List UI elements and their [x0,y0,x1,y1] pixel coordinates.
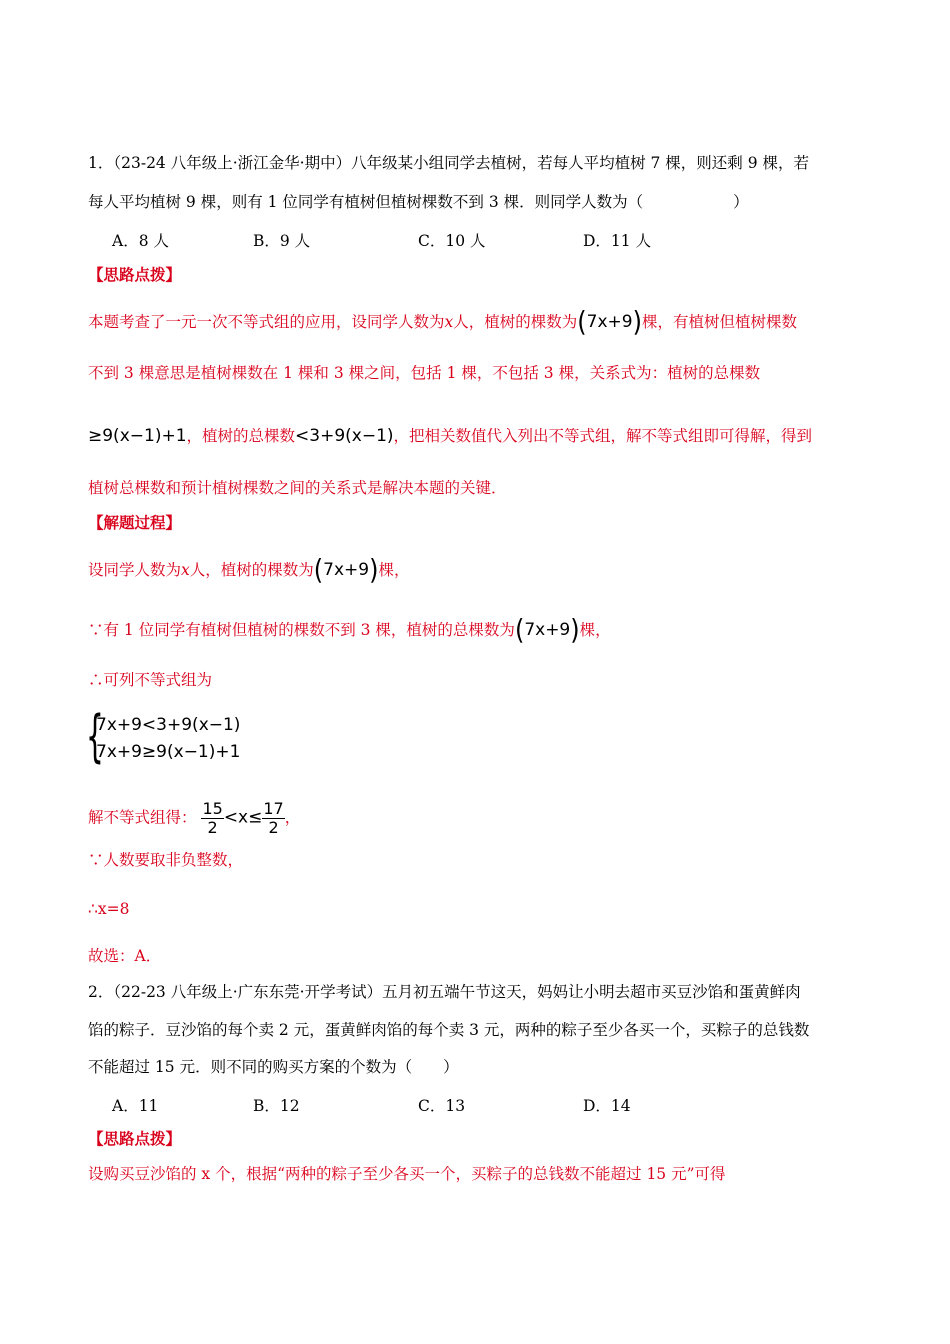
q1-hint-line2: 不到 3 棵意思是植树棵数在 1 棵和 3 棵之间，包括 1 棵，不包括 3 棵，关系式为：植树的总棵数 [88,364,761,382]
q2-stem-line2: 馅的粽子．豆沙馅的每个卖 2 元，蛋黄鲜肉馅的每个卖 3 元，两种的粽子至少各买一个，买粽子的总钱数 [88,1021,810,1039]
q2-stem-line3: 不能超过 15 元．则不同的购买方案的个数为（ ） [88,1058,459,1076]
q1-hint-l1-expr: 7x+9 [586,312,633,332]
q1-hint-l3-text-a: ，植树的总棵数 [186,427,296,445]
q1-sol-line5: ∵人数要取非负整数， [88,851,244,869]
q1-option-a: A．8 人 [112,232,169,250]
q1-stem-text: 每人平均植树 9 棵，则有 1 位同学有植树但植树棵数不到 3 棵．则同学人数为（ [88,193,644,211]
q1-hint-line3 [88,426,812,446]
q1-sol-line4 [88,800,300,837]
q1-hint-title: 【思路点拨】 [88,265,182,284]
q1-sol-l1-text-a: 设同学人数为 [88,561,182,579]
q2-hint-line1: 设购买豆沙馅的 x 个，根据“两种的粽子至少各买一个，买粽子的总钱数不能超过 15 元”可得 [88,1165,726,1183]
frac1-denominator: 2 [207,818,218,837]
q1-sol-l4-end: ， [284,808,301,827]
q1-hint-l1-text-a: 本题考查了一元一次不等式组的应用，设同学人数为 [88,313,445,331]
q1-sol-line1: 设同学人数为x人，植树的棵数为(7x+9)棵， [88,553,410,587]
q2-option-d: D．14 [583,1097,631,1115]
q1-sol-l1-var: x [181,561,190,579]
q1-hint-l1-var: x [444,313,454,331]
q2-option-a: A．11 [112,1097,159,1115]
q2-stem-line1: 2．（22-23 八年级上·广东东莞·开学考试）五月初五端午节这天，妈妈让小明去超市买豆沙馅和蛋黄鲜肉 [88,983,801,1001]
system-left-brace: { [86,704,104,769]
q1-stem-line2 [88,192,749,212]
q1-sol-l1-text-c: 棵， [378,561,410,579]
system-row-2: 7x+9≥9(x−1)+1 [96,742,241,762]
q2-hint-title: 【思路点拨】 [88,1129,182,1148]
q1-hint-l1-text-b: 人，植树的棵数为 [453,313,578,331]
q1-hint-line4: 植树总棵数和预计植树棵数之间的关系式是解决本题的关键． [88,479,507,497]
frac1-numerator: 15 [202,799,223,818]
q1-sol-line7: 故选：A． [88,947,162,965]
q1-stem-line1: 1．（23-24 八年级上·浙江金华·期中）八年级某小组同学去植树，若每人平均植树 7 棵，则还剩 9 棵，若 [88,154,810,172]
q1-hint-l3-expr1: ≥9(x−1)+1 [88,426,187,446]
frac2-denominator: 2 [268,818,279,837]
q1-sol-line3: ∴可列不等式组为 [88,671,213,689]
system-row-1: 7x+9<3+9(x−1) [96,715,241,735]
q1-option-b: B．9 人 [253,232,311,250]
q1-sol-line2: ∵有 1 位同学有植树但植树的棵数不到 3 棵，植树的总棵数为(7x+9)棵， [88,613,611,647]
q1-sol-l2-text-a: ∵有 1 位同学有植树但植树的棵数不到 3 棵，植树的总棵数为 [88,621,515,639]
q1-sol-l2-expr: 7x+9 [524,620,571,640]
q1-hint-l3-text-b: ，把相关数值代入列出不等式组，解不等式组即可得解，得到 [393,427,813,445]
q2-option-b: B．12 [253,1097,300,1115]
q1-hint-l3-expr2: <3+9(x−1) [295,426,394,446]
q1-sol-l4-text: 解不等式组得： [88,808,197,827]
q1-sol-l2-text-b: 棵， [579,621,611,639]
q1-sol-line6: ∴x=8 [88,900,130,918]
q1-solution-title: 【解题过程】 [88,513,182,532]
q1-option-d: D．11 人 [583,232,652,250]
q1-sol-l4-ineq: <x≤ [223,807,263,828]
q1-hint-l1-text-c: 棵，有植树但植树棵数 [641,313,797,331]
q1-hint-line1: 本题考查了一元一次不等式组的应用，设同学人数为x人，植树的棵数为(7x+9)棵，有植树但植树棵数 [88,305,797,339]
q1-sol-l1-expr: 7x+9 [323,560,370,580]
q1-sol-l1-text-b: 人，植树的棵数为 [189,561,314,579]
q2-option-c: C．13 [418,1097,466,1115]
fraction-15-2 [201,800,223,837]
frac2-numerator: 17 [263,799,284,818]
fraction-17-2 [262,800,284,837]
q1-option-c: C．10 人 [418,232,486,250]
q1-stem-close: ） [733,193,749,211]
